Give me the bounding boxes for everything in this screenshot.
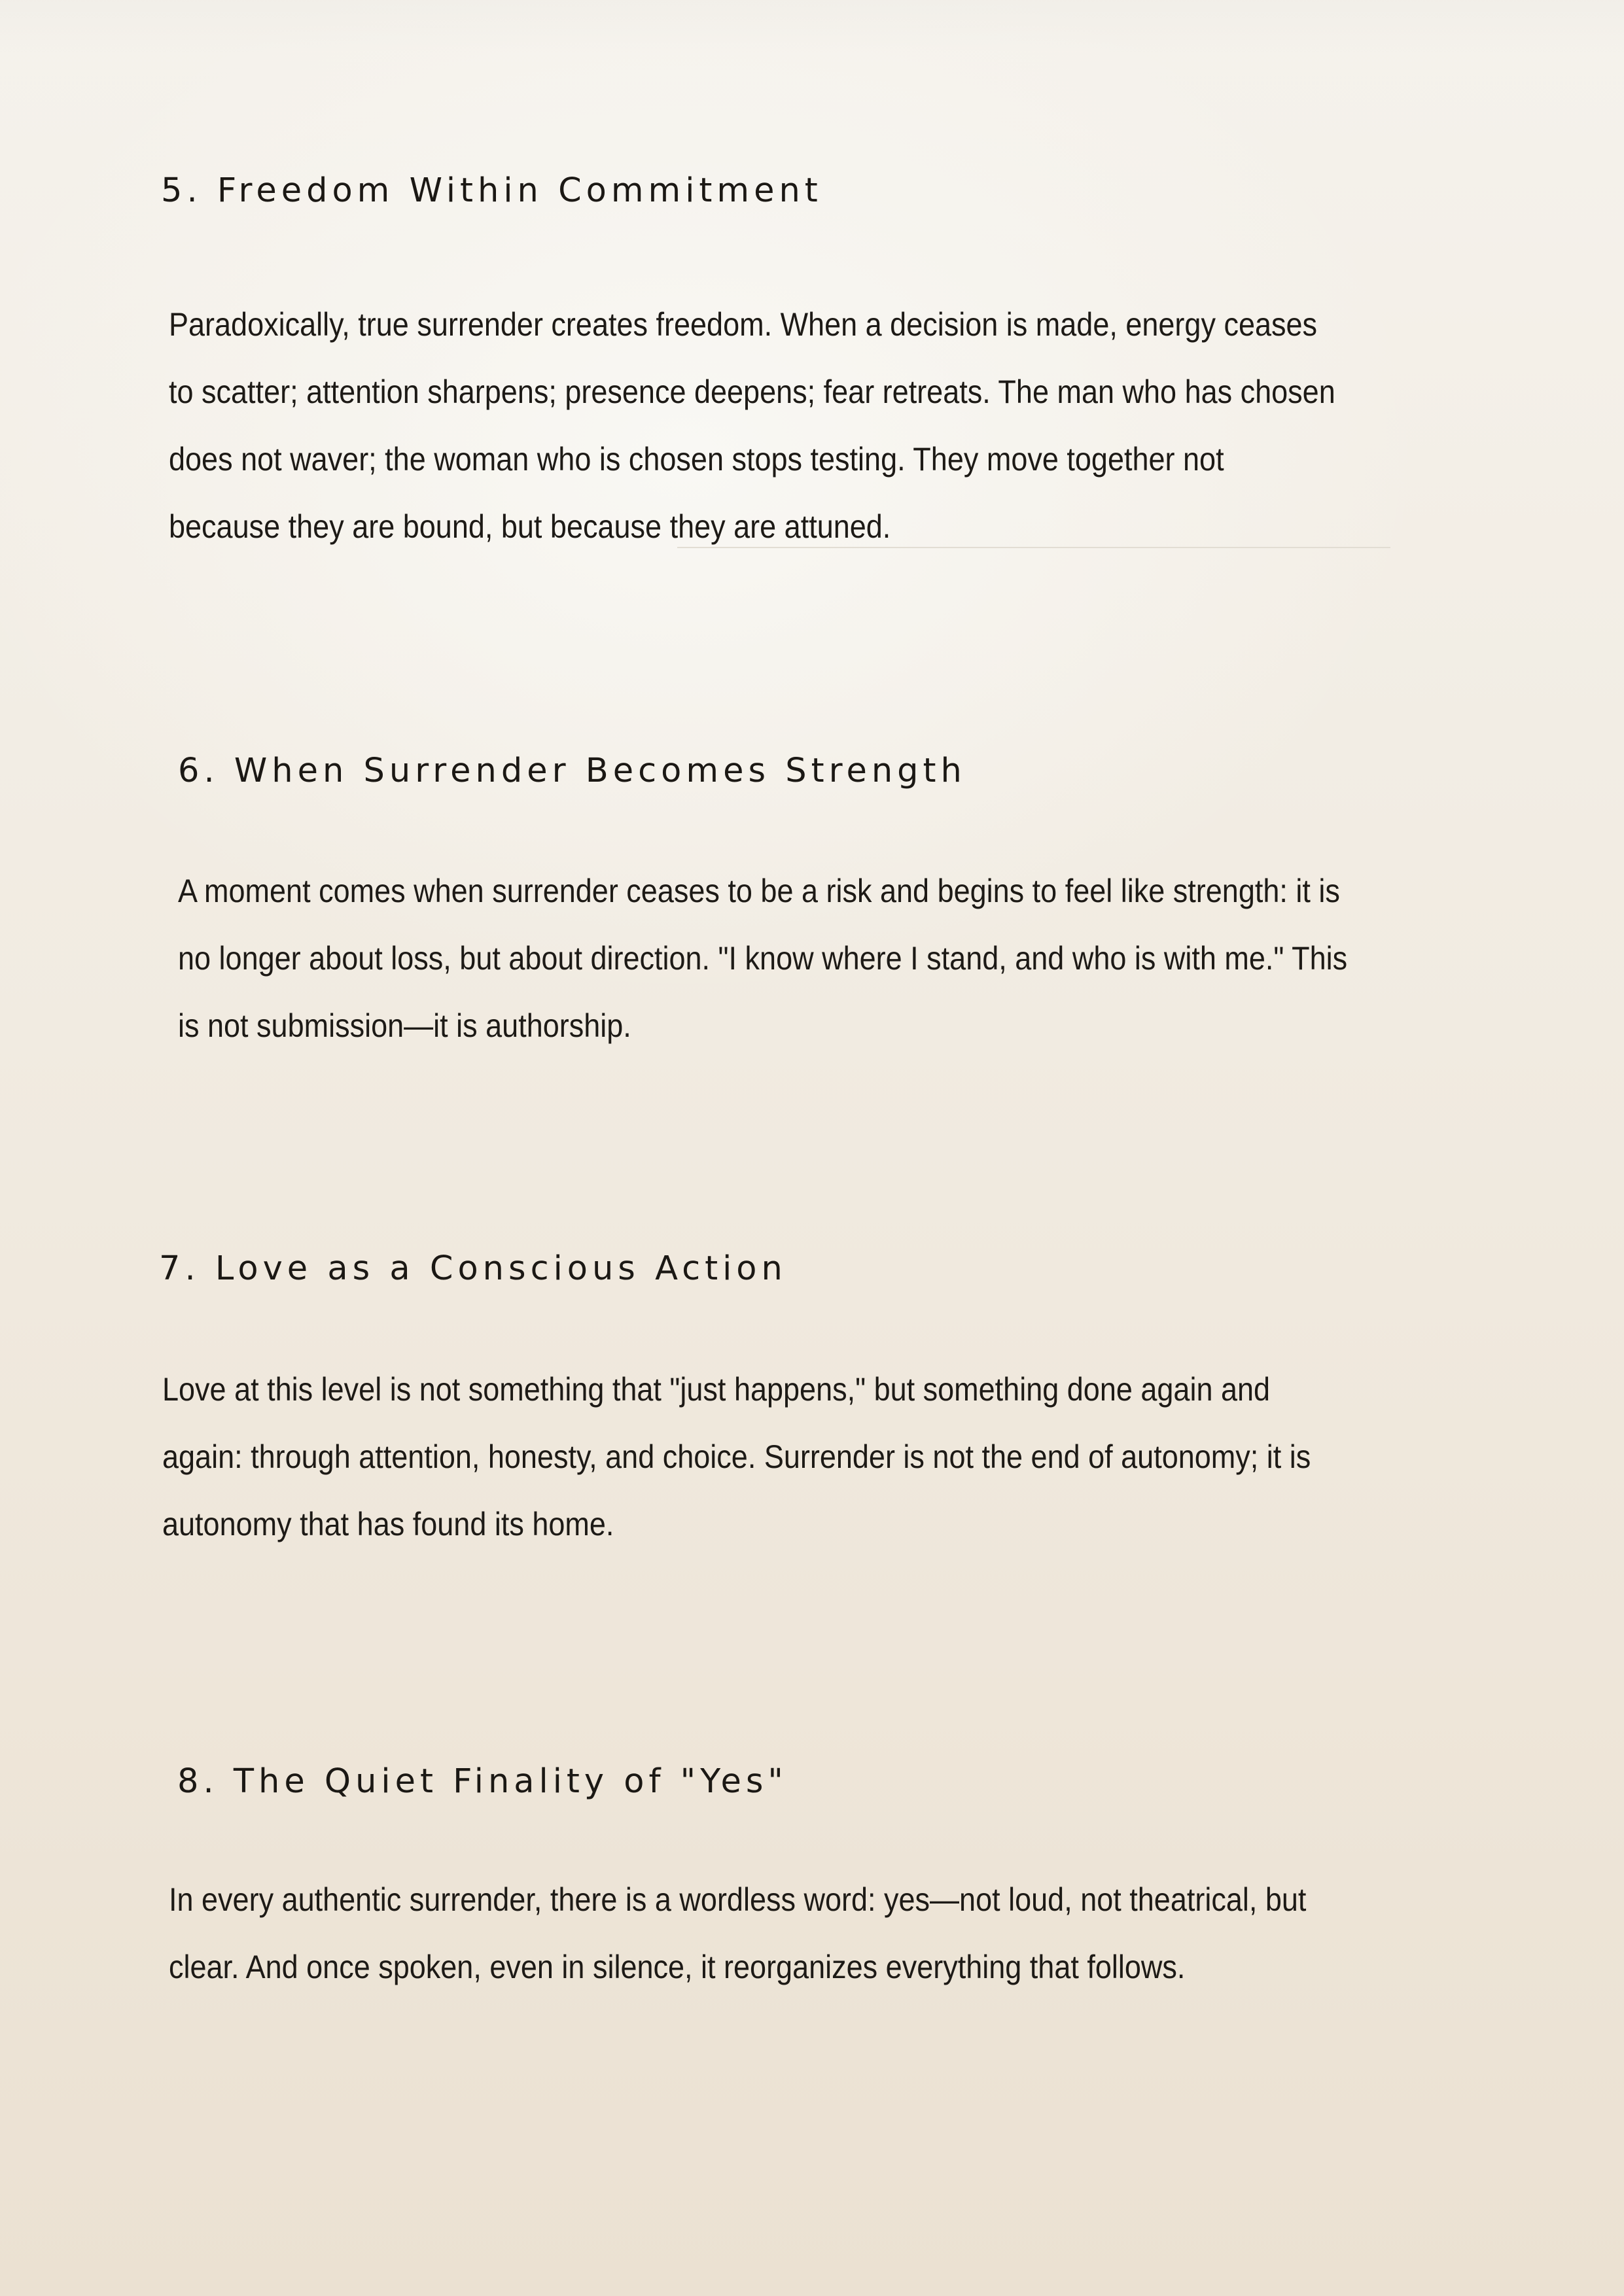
section-divider <box>677 547 1390 548</box>
section-body: In every authentic surrender, there is a wordless word: yes—not loud, not theatrical, but clear. And once spoken, even in silence, it reorganizes everything that follows. <box>169 1881 1307 1985</box>
section-heading: 6. When Surrender Becomes Strength <box>178 752 966 790</box>
section-body: A moment comes when surrender ceases to be a risk and begins to feel like strength: it is no longer about loss, but about direction. "I know where I stand, and who is with me." This is not submission—it is authorship. <box>178 873 1348 1044</box>
section-heading: 8. The Quiet Finality of "Yes" <box>177 1762 788 1801</box>
section-heading: 5. Freedom Within Commitment <box>161 171 822 210</box>
section-body: Paradoxically, true surrender creates freedom. When a decision is made, energy ceases to scatter; attention sharpens; presence deepens; fear retreats. The man who has chosen does not waver; the woman who is chosen stops testing. They move together not because they are bound, but because they are attuned. <box>169 306 1335 545</box>
section-heading: 7. Love as a Conscious Action <box>159 1249 787 1288</box>
section-body: Love at this level is not something that "just happens," but something done again and again: through attention, honesty, and choice. Surrender is not the end of autonomy; it is autonomy that has found its home. <box>162 1371 1311 1542</box>
page-top-shade <box>0 0 1624 52</box>
